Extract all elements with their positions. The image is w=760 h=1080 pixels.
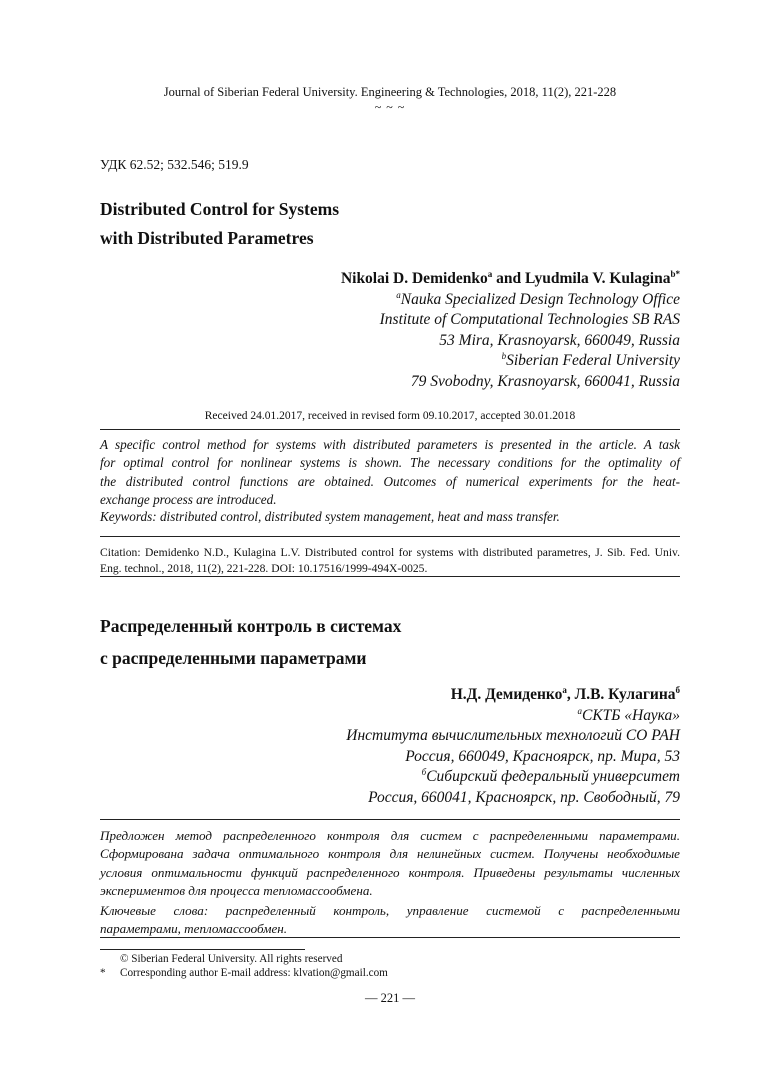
- affiliation-line: [346, 767, 680, 788]
- author-separator: ,: [566, 686, 575, 703]
- author-conjunction: and: [492, 270, 526, 287]
- affiliation-superscript: b: [501, 350, 507, 361]
- affiliation-superscript: a: [396, 289, 401, 300]
- affiliation-text: СКТБ «Наука»: [581, 706, 680, 724]
- russian-author-names: [346, 685, 680, 706]
- author-name: Л.В. Кулагина: [574, 686, 676, 703]
- citation-line: Citation: Demidenko N.D., Kulagina L.V. Distributed control for systems with distributed parametres, J. Sib. Fed. Univ.: [100, 546, 680, 559]
- russian-authors-block: [346, 685, 680, 808]
- author-name: Lyudmila V. Kulagina: [525, 270, 671, 287]
- citation-line: Eng. technol., 2018, 11(2), 221-228. DOI: 10.17516/1999-494X-0025.: [100, 561, 428, 575]
- keywords-line: параметрами, тепломассообмен.: [100, 921, 288, 937]
- divider-rule: [100, 576, 680, 577]
- affiliation-text: Россия, 660049, Красноярск, пр. Мира, 53: [405, 747, 680, 765]
- footnote-rule: [100, 949, 305, 950]
- english-keywords: Keywords: distributed control, distributed system management, heat and mass transfer.: [100, 509, 560, 524]
- affiliation-line: [346, 747, 680, 768]
- russian-keywords: [100, 902, 680, 939]
- author-superscript: а: [562, 684, 567, 695]
- corresponding-text: Corresponding author E-mail address: klvation@gmail.com: [120, 967, 388, 979]
- affiliation-line: [346, 726, 680, 747]
- footnote-copyright: [100, 953, 342, 965]
- affiliation-text: Nauka Specialized Design Technology Office: [400, 290, 680, 308]
- abstract-line: экспериментов для процесса тепломассообмена.: [100, 883, 373, 899]
- author-superscript: a: [487, 268, 493, 279]
- header-ornament: ~ ~ ~: [374, 100, 406, 114]
- divider-rule: [100, 819, 680, 820]
- citation: [100, 545, 680, 576]
- udk-code: УДК 62.52; 532.546; 519.9: [100, 157, 249, 172]
- affiliation-text: Siberian Federal University: [506, 352, 680, 369]
- keywords-line: Ключевые слова: распределенный контроль, управление системой с распределенными: [100, 903, 680, 918]
- affiliation-line: [341, 351, 680, 372]
- affiliation-superscript: а: [577, 705, 582, 716]
- affiliation-line: [346, 706, 680, 727]
- abstract-line: the distributed control functions are obtained. Outcomes of numerical experiments for the heat-: [100, 473, 680, 489]
- english-title: [100, 195, 339, 253]
- received-dates: Received 24.01.2017, received in revised form 09.10.2017, accepted 30.01.2018: [204, 410, 576, 422]
- russian-title: [100, 610, 401, 674]
- footnote-corresponding: [100, 967, 388, 979]
- english-title-line: with Distributed Parametres: [100, 228, 314, 248]
- journal-header: Journal of Siberian Federal University. Engineering & Technologies, 2018, 11(2), 221-228: [163, 85, 617, 99]
- affiliation-text: 79 Svobodny, Krasnoyarsk, 660041, Russia: [410, 372, 680, 390]
- abstract-line: условия оптимальности функций распределенного контроля. Приведены результаты численных: [100, 864, 680, 880]
- author-name: Н.Д. Демиденко: [450, 686, 563, 703]
- divider-rule: [100, 429, 680, 430]
- affiliation-line: [346, 788, 680, 809]
- author-superscript: b*: [670, 268, 680, 279]
- abstract-line: Сформирована задача оптимального контроля для нелинейных систем. Получены необходимые: [100, 846, 680, 862]
- abstract-line: exchange process are introduced.: [100, 492, 277, 508]
- affiliation-line: [341, 331, 680, 352]
- abstract-line: A specific control method for systems with distributed parameters is presented in the article. A task: [100, 437, 680, 452]
- author-name: Nikolai D. Demidenko: [340, 270, 488, 287]
- affiliation-text: 53 Mira, Krasnoyarsk, 660049, Russia: [439, 331, 680, 349]
- affiliation-line: [341, 372, 680, 393]
- russian-title-line: с распределенными параметрами: [100, 648, 367, 668]
- affiliation-text: Institute of Computational Technologies SB RAS: [379, 311, 680, 328]
- page-number: — 221 —: [365, 991, 415, 1005]
- affiliation-superscript: б: [421, 766, 427, 777]
- footnote-star: *: [100, 967, 106, 979]
- english-author-names: [341, 269, 680, 290]
- affiliation-line: [341, 310, 680, 331]
- divider-rule: [100, 937, 680, 938]
- affiliation-text: Россия, 660041, Красноярск, пр. Свободный, 79: [368, 788, 680, 806]
- affiliation-line: [341, 290, 680, 311]
- author-superscript: б: [675, 684, 680, 695]
- english-authors-block: [341, 269, 680, 392]
- affiliation-text: Сибирский федеральный университет: [426, 768, 680, 785]
- russian-title-line: Распределенный контроль в системах: [100, 616, 402, 636]
- divider-rule: [100, 536, 680, 537]
- copyright-text: © Siberian Federal University. All rights reserved: [120, 953, 343, 965]
- affiliation-text: Института вычислительных технологий СО РАН: [346, 727, 680, 744]
- english-title-line: Distributed Control for Systems: [100, 199, 340, 219]
- abstract-line: Предложен метод распределенного контроля для систем с распределенными параметрами.: [100, 828, 680, 843]
- russian-abstract: [100, 827, 680, 901]
- english-abstract: [100, 436, 680, 510]
- abstract-line: for optimal control for nonlinear systems is shown. The necessary conditions for the optimality of: [100, 455, 680, 471]
